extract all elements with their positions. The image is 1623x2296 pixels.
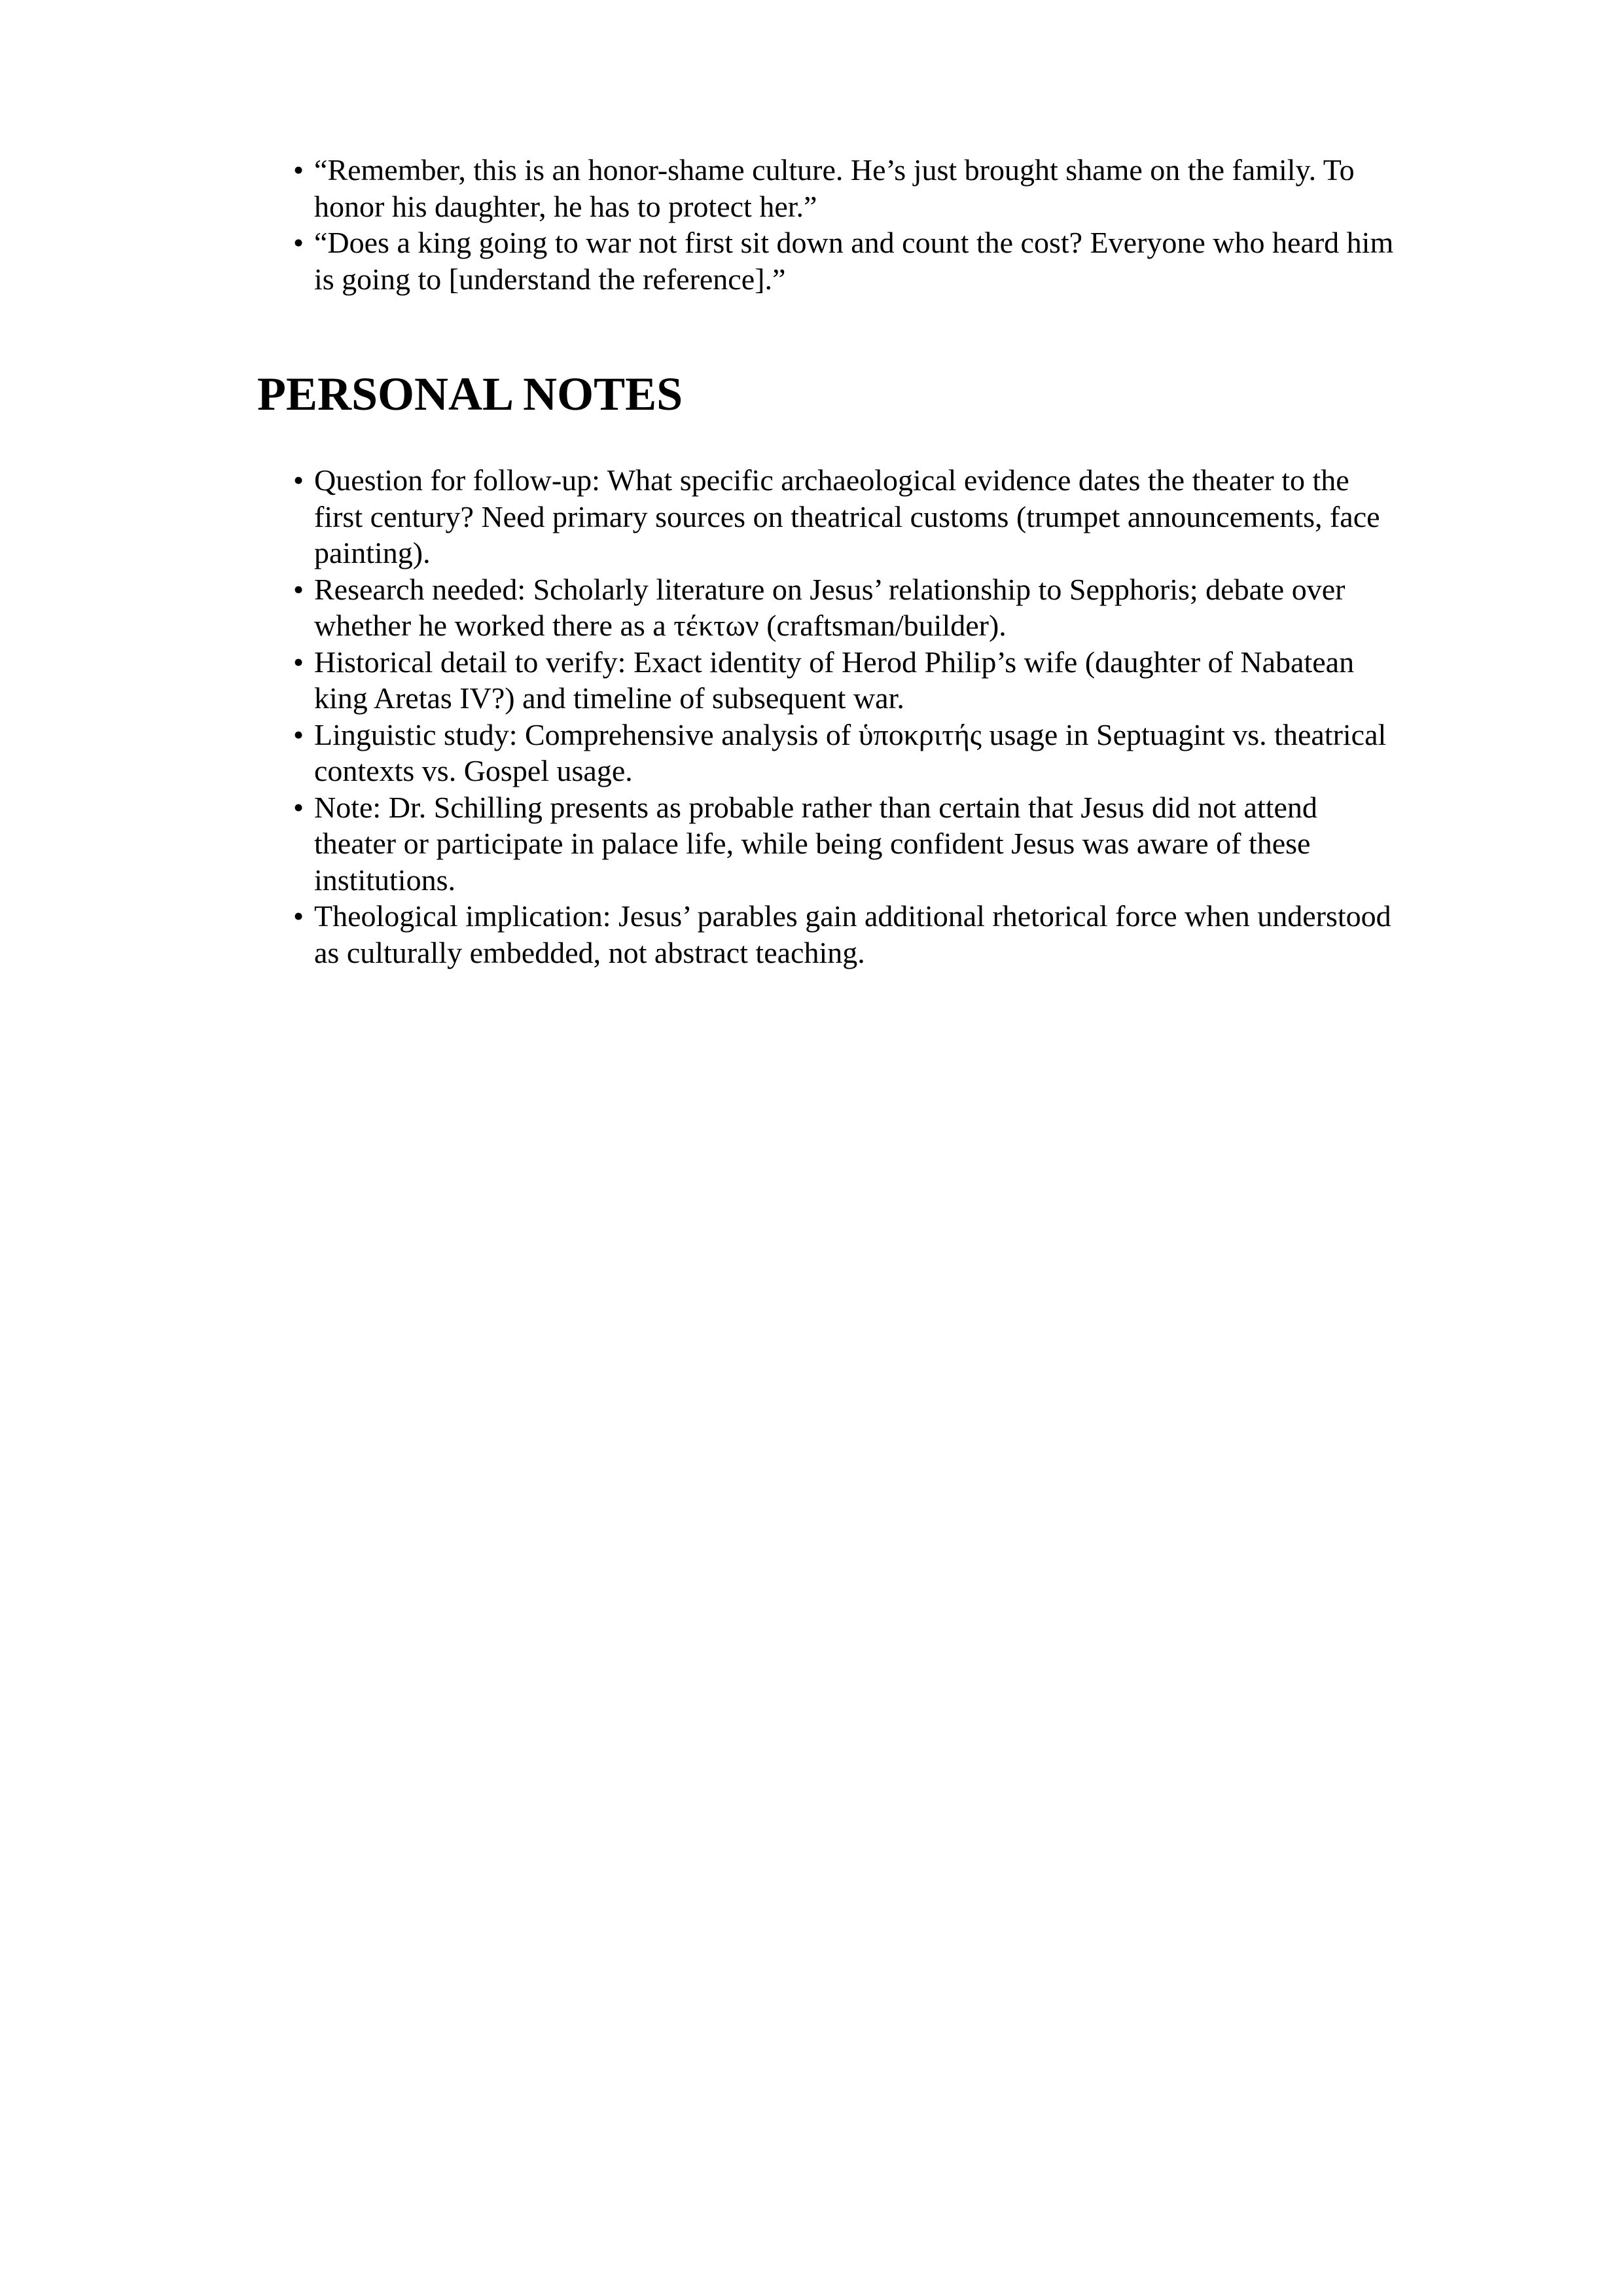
list-item [293, 789, 1402, 899]
list-item [293, 571, 1402, 644]
list-item-text: “Does a king going to war not first sit down and count the cost? Everyone who heard him is going to [understand the reference].” [314, 226, 1394, 296]
bullet-marker: • [293, 572, 304, 606]
quote-list [257, 152, 1402, 297]
list-item [293, 898, 1402, 971]
list-item [293, 152, 1402, 224]
page-content [257, 152, 1402, 971]
bullet-marker: • [293, 899, 304, 933]
bullet-marker: • [293, 226, 304, 259]
list-item-text: Historical detail to verify: Exact identity of Herod Philip’s wife (daughter of Nabatean king Aretas IV?) and timeline of subsequent war. [314, 645, 1355, 715]
bullet-marker: • [293, 153, 304, 187]
bullet-marker: • [293, 717, 304, 751]
list-item [293, 717, 1402, 789]
list-item-text: Linguistic study: Comprehensive analysis of ὑποκριτής usage in Septuagint vs. theatrical contexts vs. Gospel usage. [314, 717, 1387, 787]
list-item-text: Theological implication: Jesus’ parables gain additional rhetorical force when understood as culturally embedded, not abstract teaching. [314, 899, 1391, 969]
personal-notes-list [257, 462, 1402, 971]
bullet-marker: • [293, 790, 304, 824]
list-item [293, 462, 1402, 571]
list-item-text: Research needed: Scholarly literature on Jesus’ relationship to Sepphoris; debate over whether he worked there as a τέκτων (craftsman/builder). [314, 572, 1346, 642]
list-item-text: Question for follow-up: What specific archaeological evidence dates the theater to the first century? Need primary sources on theatrical customs (trumpet announcements, face painting). [314, 463, 1380, 569]
list-item [293, 644, 1402, 717]
section-heading: PERSONAL NOTES [257, 368, 683, 420]
bullet-marker: • [293, 463, 304, 497]
list-item-text: “Remember, this is an honor-shame culture. He’s just brought shame on the family. To honor his daughter, he has to protect her.” [314, 153, 1355, 223]
bullet-marker: • [293, 645, 304, 679]
list-item-text: Note: Dr. Schilling presents as probable rather than certain that Jesus did not attend theater or participate in palace life, while being confident Jesus was aware of these institutions. [314, 790, 1317, 897]
personal-notes-heading-wrap [257, 368, 1402, 420]
list-item [293, 224, 1402, 297]
